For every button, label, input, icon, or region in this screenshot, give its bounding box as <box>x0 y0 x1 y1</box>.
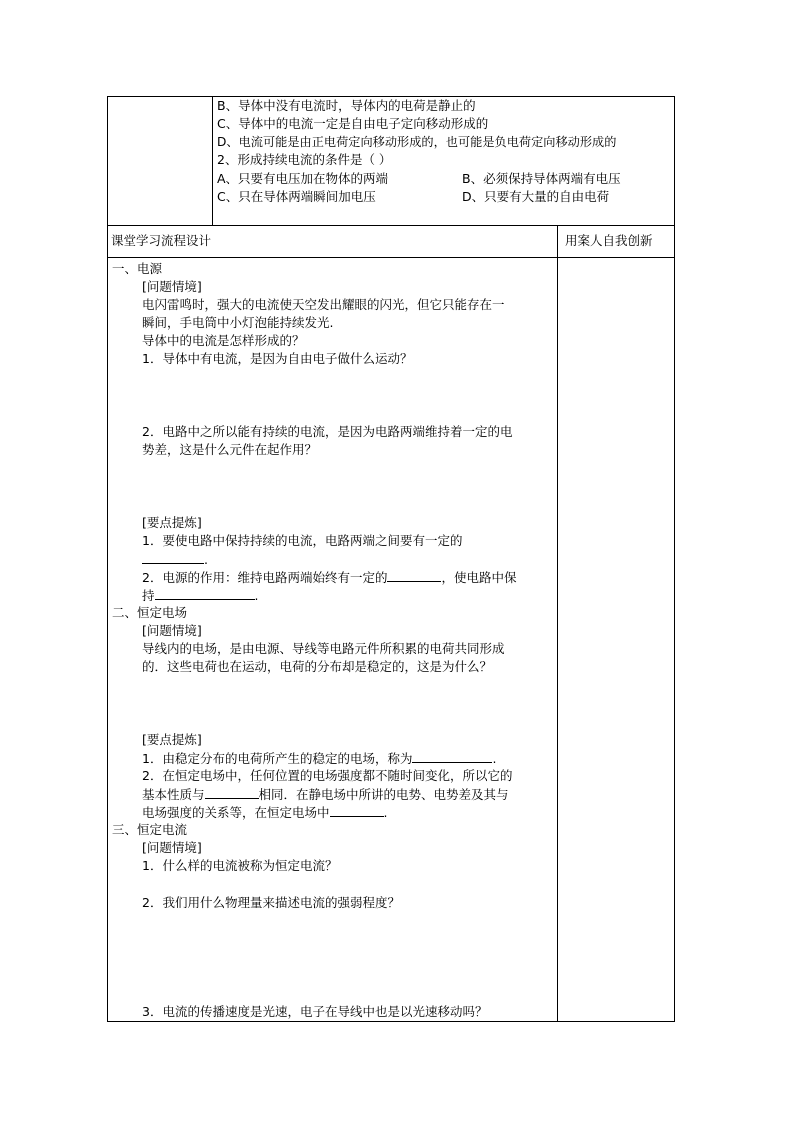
q2-option-d: D、只要有大量的自由电荷 <box>462 189 610 204</box>
section-1-scene-line-2: 瞬间，手电筒中小灯泡能持续发光. <box>142 315 334 330</box>
header-bottom-line <box>107 257 675 258</box>
section-2-key-2-line-1: 2．在恒定电场中，任何位置的电场强度都不随时间变化，所以它的 <box>142 768 513 783</box>
section-1-key-2-line-2: 持 . <box>142 588 259 603</box>
section-1-question-2-line-2: 势差，这是什么元件在起作用？ <box>142 442 318 457</box>
section-1-question-2-line-1: 2．电路中之所以能有持续的电流，是因为电路两端维持着一定的电 <box>142 424 513 439</box>
fill-blank[interactable] <box>330 803 384 817</box>
section-1-title: 一、电源 <box>112 261 163 276</box>
q2-option-a: A、只要有电压加在物体的两端 <box>217 171 389 186</box>
section-1-key-1-line-2 <box>142 550 208 569</box>
q1-option-b: B、导体中没有电流时，导体内的电荷是静止的 <box>217 98 476 113</box>
section-2-key-2-line-2: 基本性质与 相同．在静电场中所讲的电势、电势差及其与 <box>142 787 509 802</box>
section-2-scene-line-1: 导线内的电场，是由电源、导线等电路元件所积累的电荷共同形成 <box>142 641 505 656</box>
section-2-scene-tag: [问题情境] <box>142 623 202 638</box>
fill-blank[interactable] <box>155 586 255 600</box>
header-left: 课堂学习流程设计 <box>111 233 212 248</box>
section-1-scene-line-3: 导体中的电流是怎样形成的？ <box>142 333 305 348</box>
fill-blank[interactable] <box>412 749 492 763</box>
q2-option-c: C、只在导体两端瞬间加电压 <box>217 189 376 204</box>
section-2-key-2-line-3: 电场强度的关系等，在恒定电场中 . <box>142 805 388 820</box>
q2-option-b: B、必须保持导体两端有电压 <box>462 171 621 186</box>
section-1-question-1: 1．导体中有电流，是因为自由电子做什么运动？ <box>142 351 413 366</box>
header-right: 用案人自我创新 <box>565 233 653 248</box>
section-2-title: 二、恒定电场 <box>112 605 188 620</box>
section-2-scene-line-2: 的．这些电荷也在运动，电荷的分布却是稳定的，这是为什么？ <box>142 659 493 674</box>
section-3-question-2: 2．我们用什么物理量来描述电流的强弱程度？ <box>142 895 400 910</box>
section-1-key-tag: [要点提炼] <box>142 515 202 530</box>
fill-blank[interactable] <box>142 550 204 564</box>
section-1-scene-line-1: 电闪雷鸣时，强大的电流使天空发出耀眼的闪光，但它只能存在一 <box>142 297 505 312</box>
section-1-key-1-line-1: 1．要使电路中保持持续的电流，电路两端之间要有一定的 <box>142 533 463 548</box>
right-column-divider <box>557 225 558 1022</box>
q1-option-c: C、导体中的电流一定是自由电子定向移动形成的 <box>217 116 489 131</box>
section-1-scene-tag: [问题情境] <box>142 279 202 294</box>
sentence-end: . <box>204 552 208 567</box>
top-box-bottom-line <box>107 225 675 226</box>
section-1-key-2-line-1: 2．电源的作用：维持电路两端始终有一定的 ，使电路中保 <box>142 570 517 585</box>
section-3-question-3: 3．电流的传播速度是光速，电子在导线中也是以光速移动吗？ <box>142 1004 488 1019</box>
section-2-key-1: 1．由稳定分布的电荷所产生的稳定的电场，称为 . <box>142 751 497 766</box>
top-box-divider <box>212 96 213 225</box>
section-3-question-1: 1．什么样的电流被称为恒定电流？ <box>142 858 338 873</box>
section-2-key-tag: [要点提炼] <box>142 732 202 747</box>
fill-blank[interactable] <box>205 785 259 799</box>
section-3-title: 三、恒定电流 <box>112 822 188 837</box>
q2-stem: 2、形成持续电流的条件是（ ） <box>217 152 392 167</box>
q1-option-d: D、电流可能是由正电荷定向移动形成的，也可能是负电荷定向移动形成的 <box>217 135 617 149</box>
fill-blank[interactable] <box>387 568 441 582</box>
section-3-scene-tag: [问题情境] <box>142 840 202 855</box>
